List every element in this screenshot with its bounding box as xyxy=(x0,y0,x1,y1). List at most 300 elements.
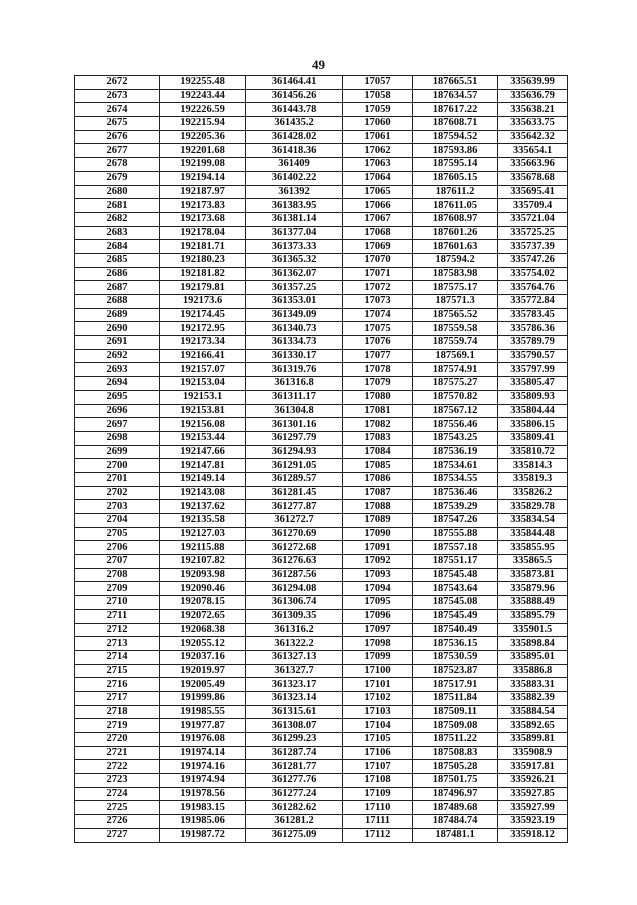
table-cell: 187551.17 xyxy=(413,555,498,569)
table-cell: 361381.14 xyxy=(246,212,343,226)
table-cell: 187611.05 xyxy=(413,199,498,213)
table-cell: 335883.31 xyxy=(498,678,568,692)
table-cell: 361322.2 xyxy=(246,637,343,651)
table-cell: 2709 xyxy=(75,582,160,596)
table-cell: 2677 xyxy=(75,144,160,158)
table-cell: 187547.26 xyxy=(413,514,498,528)
table-cell: 2680 xyxy=(75,185,160,199)
table-cell: 2716 xyxy=(75,678,160,692)
table-row xyxy=(75,253,568,267)
table-cell: 361294.93 xyxy=(246,445,343,459)
table-cell: 2727 xyxy=(75,828,160,842)
table-cell: 335926.21 xyxy=(498,774,568,788)
table-cell: 361392 xyxy=(246,185,343,199)
table-cell: 2712 xyxy=(75,623,160,637)
table-cell: 361315.61 xyxy=(246,705,343,719)
table-cell: 17064 xyxy=(343,171,413,185)
table-cell: 361418.36 xyxy=(246,144,343,158)
table-cell: 361294.08 xyxy=(246,582,343,596)
table-cell: 2721 xyxy=(75,746,160,760)
table-row xyxy=(75,144,568,158)
table-cell: 191983.15 xyxy=(160,801,246,815)
table-row xyxy=(75,787,568,801)
table-cell: 335810.72 xyxy=(498,445,568,459)
table-cell: 17082 xyxy=(343,418,413,432)
table-cell: 187539.29 xyxy=(413,500,498,514)
table-cell: 187509.11 xyxy=(413,705,498,719)
table-cell: 2692 xyxy=(75,349,160,363)
table-cell: 335892.65 xyxy=(498,719,568,733)
table-cell: 187534.61 xyxy=(413,459,498,473)
table-cell: 187570.82 xyxy=(413,390,498,404)
table-cell: 335899.81 xyxy=(498,733,568,747)
table-cell: 187536.15 xyxy=(413,637,498,651)
table-cell: 335789.79 xyxy=(498,336,568,350)
table-cell: 361464.41 xyxy=(246,76,343,90)
table-cell: 187536.46 xyxy=(413,486,498,500)
table-row xyxy=(75,555,568,569)
table-cell: 17094 xyxy=(343,582,413,596)
table-cell: 192226.59 xyxy=(160,103,246,117)
table-cell: 2700 xyxy=(75,459,160,473)
table-cell: 361277.24 xyxy=(246,787,343,801)
table-cell: 187481.1 xyxy=(413,828,498,842)
table-cell: 2718 xyxy=(75,705,160,719)
table-row xyxy=(75,322,568,336)
table-cell: 17107 xyxy=(343,760,413,774)
table-row xyxy=(75,199,568,213)
table-cell: 361270.69 xyxy=(246,527,343,541)
table-cell: 2713 xyxy=(75,637,160,651)
table-cell: 2696 xyxy=(75,404,160,418)
table-cell: 187559.74 xyxy=(413,336,498,350)
table-cell: 17062 xyxy=(343,144,413,158)
table-cell: 361311.17 xyxy=(246,390,343,404)
table-cell: 192115.88 xyxy=(160,541,246,555)
table-cell: 192243.44 xyxy=(160,89,246,103)
table-cell: 361287.74 xyxy=(246,746,343,760)
table-cell: 361330.17 xyxy=(246,349,343,363)
table-cell: 187617.22 xyxy=(413,103,498,117)
table-row xyxy=(75,705,568,719)
table-cell: 192005.49 xyxy=(160,678,246,692)
table-cell: 17057 xyxy=(343,76,413,90)
table-cell: 2679 xyxy=(75,171,160,185)
table-cell: 335809.93 xyxy=(498,390,568,404)
table-cell: 187575.17 xyxy=(413,281,498,295)
table-cell: 335754.02 xyxy=(498,267,568,281)
table-cell: 192181.82 xyxy=(160,267,246,281)
table-cell: 2714 xyxy=(75,650,160,664)
table-cell: 361277.87 xyxy=(246,500,343,514)
table-cell: 2674 xyxy=(75,103,160,117)
table-cell: 335797.99 xyxy=(498,363,568,377)
table-cell: 2685 xyxy=(75,253,160,267)
table-cell: 361272.68 xyxy=(246,541,343,555)
table-row xyxy=(75,89,568,103)
table-cell: 2717 xyxy=(75,691,160,705)
table-cell: 187565.52 xyxy=(413,308,498,322)
table-cell: 192199.08 xyxy=(160,158,246,172)
table-cell: 17105 xyxy=(343,733,413,747)
table-cell: 361323.14 xyxy=(246,691,343,705)
table-cell: 2711 xyxy=(75,609,160,623)
table-cell: 361327.7 xyxy=(246,664,343,678)
table-cell: 361334.73 xyxy=(246,336,343,350)
table-cell: 192037.16 xyxy=(160,650,246,664)
table-row xyxy=(75,664,568,678)
table-cell: 187557.18 xyxy=(413,541,498,555)
table-cell: 187611.2 xyxy=(413,185,498,199)
table-cell: 2726 xyxy=(75,815,160,829)
table-cell: 187571.3 xyxy=(413,295,498,309)
table-cell: 2698 xyxy=(75,431,160,445)
table-row xyxy=(75,486,568,500)
table-cell: 335633.75 xyxy=(498,117,568,131)
table-cell: 2687 xyxy=(75,281,160,295)
table-row xyxy=(75,774,568,788)
table-cell: 2684 xyxy=(75,240,160,254)
table-row xyxy=(75,76,568,90)
table-cell: 17070 xyxy=(343,253,413,267)
table-cell: 17112 xyxy=(343,828,413,842)
table-row xyxy=(75,733,568,747)
table-cell: 2682 xyxy=(75,212,160,226)
table-cell: 2699 xyxy=(75,445,160,459)
table-cell: 335927.85 xyxy=(498,787,568,801)
table-cell: 192173.34 xyxy=(160,336,246,350)
table-row xyxy=(75,527,568,541)
table-cell: 17088 xyxy=(343,500,413,514)
table-row xyxy=(75,568,568,582)
table-cell: 361309.35 xyxy=(246,609,343,623)
table-cell: 17072 xyxy=(343,281,413,295)
table-cell: 17087 xyxy=(343,486,413,500)
table-cell: 187543.64 xyxy=(413,582,498,596)
table-cell: 2720 xyxy=(75,733,160,747)
table-cell: 361316.2 xyxy=(246,623,343,637)
table-cell: 187534.55 xyxy=(413,472,498,486)
table-row xyxy=(75,295,568,309)
table-cell: 335834.54 xyxy=(498,514,568,528)
table-cell: 361275.09 xyxy=(246,828,343,842)
table-cell: 187665.51 xyxy=(413,76,498,90)
table-row xyxy=(75,801,568,815)
table-cell: 2694 xyxy=(75,377,160,391)
table-cell: 2725 xyxy=(75,801,160,815)
table-cell: 191985.06 xyxy=(160,815,246,829)
table-cell: 335809.41 xyxy=(498,431,568,445)
table-cell: 2673 xyxy=(75,89,160,103)
table-cell: 187536.19 xyxy=(413,445,498,459)
table-cell: 187501.75 xyxy=(413,774,498,788)
table-cell: 2697 xyxy=(75,418,160,432)
table-cell: 335844.48 xyxy=(498,527,568,541)
table-cell: 2691 xyxy=(75,336,160,350)
table-row xyxy=(75,281,568,295)
table-cell: 17089 xyxy=(343,514,413,528)
table-cell: 17090 xyxy=(343,527,413,541)
table-cell: 2675 xyxy=(75,117,160,131)
table-cell: 17099 xyxy=(343,650,413,664)
table-cell: 361281.2 xyxy=(246,815,343,829)
table-cell: 335819.3 xyxy=(498,472,568,486)
table-cell: 187559.58 xyxy=(413,322,498,336)
table-cell: 335721.04 xyxy=(498,212,568,226)
table-cell: 17081 xyxy=(343,404,413,418)
table-cell: 192194.14 xyxy=(160,171,246,185)
table-cell: 335764.76 xyxy=(498,281,568,295)
table-cell: 17078 xyxy=(343,363,413,377)
table-cell: 361281.77 xyxy=(246,760,343,774)
table-cell: 17086 xyxy=(343,472,413,486)
table-cell: 335884.54 xyxy=(498,705,568,719)
table-cell: 2707 xyxy=(75,555,160,569)
table-row xyxy=(75,459,568,473)
table-cell: 17102 xyxy=(343,691,413,705)
table-cell: 187583.98 xyxy=(413,267,498,281)
table-row xyxy=(75,267,568,281)
table-cell: 361409 xyxy=(246,158,343,172)
table-cell: 361316.8 xyxy=(246,377,343,391)
table-cell: 361435.2 xyxy=(246,117,343,131)
table-row xyxy=(75,828,568,842)
table-row xyxy=(75,390,568,404)
table-cell: 335783.45 xyxy=(498,308,568,322)
table-cell: 192135.58 xyxy=(160,514,246,528)
table-row xyxy=(75,185,568,199)
table-cell: 187523.87 xyxy=(413,664,498,678)
table-cell: 17076 xyxy=(343,336,413,350)
table-row xyxy=(75,103,568,117)
table-row xyxy=(75,650,568,664)
table-cell: 187555.88 xyxy=(413,527,498,541)
table-cell: 192153.81 xyxy=(160,404,246,418)
table-cell: 17065 xyxy=(343,185,413,199)
table-cell: 192205.36 xyxy=(160,130,246,144)
table-row xyxy=(75,541,568,555)
table-cell: 361308.07 xyxy=(246,719,343,733)
table-cell: 335882.39 xyxy=(498,691,568,705)
table-cell: 192215.94 xyxy=(160,117,246,131)
table-cell: 335829.78 xyxy=(498,500,568,514)
table-cell: 335639.99 xyxy=(498,76,568,90)
table-row xyxy=(75,691,568,705)
coordinates-table xyxy=(74,75,568,843)
table-cell: 2701 xyxy=(75,472,160,486)
table-row xyxy=(75,404,568,418)
table-cell: 17085 xyxy=(343,459,413,473)
table-cell: 335636.79 xyxy=(498,89,568,103)
table-cell: 335886.8 xyxy=(498,664,568,678)
table-row xyxy=(75,596,568,610)
table-cell: 361277.76 xyxy=(246,774,343,788)
table-cell: 361340.73 xyxy=(246,322,343,336)
table-cell: 335873.81 xyxy=(498,568,568,582)
table-cell: 191976.08 xyxy=(160,733,246,747)
table-cell: 192078.15 xyxy=(160,596,246,610)
table-row xyxy=(75,212,568,226)
table-cell: 187545.48 xyxy=(413,568,498,582)
table-row xyxy=(75,117,568,131)
table-cell: 17073 xyxy=(343,295,413,309)
table-cell: 361323.17 xyxy=(246,678,343,692)
table-cell: 17109 xyxy=(343,787,413,801)
table-cell: 335642.32 xyxy=(498,130,568,144)
table-cell: 2693 xyxy=(75,363,160,377)
table-cell: 17083 xyxy=(343,431,413,445)
table-cell: 191974.94 xyxy=(160,774,246,788)
table-row xyxy=(75,500,568,514)
table-cell: 361383.95 xyxy=(246,199,343,213)
table-cell: 187601.26 xyxy=(413,226,498,240)
table-cell: 335786.36 xyxy=(498,322,568,336)
table-cell: 361365.32 xyxy=(246,253,343,267)
table-cell: 335923.19 xyxy=(498,815,568,829)
table-row xyxy=(75,431,568,445)
table-cell: 335901.5 xyxy=(498,623,568,637)
table-cell: 17075 xyxy=(343,322,413,336)
table-cell: 187634.57 xyxy=(413,89,498,103)
table-row xyxy=(75,514,568,528)
table-cell: 2705 xyxy=(75,527,160,541)
table-cell: 187593.86 xyxy=(413,144,498,158)
table-cell: 187567.12 xyxy=(413,404,498,418)
table-cell: 335888.49 xyxy=(498,596,568,610)
table-cell: 187511.22 xyxy=(413,733,498,747)
table-cell: 335898.84 xyxy=(498,637,568,651)
table-cell: 361299.23 xyxy=(246,733,343,747)
table-cell: 2710 xyxy=(75,596,160,610)
table-cell: 187517.91 xyxy=(413,678,498,692)
table-cell: 17104 xyxy=(343,719,413,733)
table-cell: 192107.82 xyxy=(160,555,246,569)
table-cell: 187594.2 xyxy=(413,253,498,267)
table-cell: 17096 xyxy=(343,609,413,623)
table-cell: 192072.65 xyxy=(160,609,246,623)
table-cell: 17069 xyxy=(343,240,413,254)
table-cell: 187509.08 xyxy=(413,719,498,733)
table-cell: 2688 xyxy=(75,295,160,309)
table-cell: 187608.97 xyxy=(413,212,498,226)
table-row xyxy=(75,445,568,459)
table-cell: 335895.01 xyxy=(498,650,568,664)
table-cell: 192019.97 xyxy=(160,664,246,678)
table-cell: 2722 xyxy=(75,760,160,774)
table-cell: 335695.41 xyxy=(498,185,568,199)
table-cell: 17092 xyxy=(343,555,413,569)
table-cell: 187556.46 xyxy=(413,418,498,432)
table-cell: 187543.25 xyxy=(413,431,498,445)
coordinates-table-body xyxy=(75,76,568,843)
table-cell: 192201.68 xyxy=(160,144,246,158)
table-cell: 17110 xyxy=(343,801,413,815)
table-cell: 192153.1 xyxy=(160,390,246,404)
table-cell: 361456.26 xyxy=(246,89,343,103)
table-cell: 335879.96 xyxy=(498,582,568,596)
table-cell: 361349.09 xyxy=(246,308,343,322)
table-cell: 335814.3 xyxy=(498,459,568,473)
table-row xyxy=(75,815,568,829)
table-cell: 192068.38 xyxy=(160,623,246,637)
table-cell: 187569.1 xyxy=(413,349,498,363)
table-cell: 192173.83 xyxy=(160,199,246,213)
table-cell: 17063 xyxy=(343,158,413,172)
table-cell: 335772.84 xyxy=(498,295,568,309)
table-cell: 2689 xyxy=(75,308,160,322)
table-cell: 335804.44 xyxy=(498,404,568,418)
table-cell: 192178.04 xyxy=(160,226,246,240)
table-cell: 192147.81 xyxy=(160,459,246,473)
table-cell: 17093 xyxy=(343,568,413,582)
table-cell: 17074 xyxy=(343,308,413,322)
table-cell: 17058 xyxy=(343,89,413,103)
table-cell: 361319.76 xyxy=(246,363,343,377)
table-cell: 2676 xyxy=(75,130,160,144)
table-cell: 191999.86 xyxy=(160,691,246,705)
table-cell: 17077 xyxy=(343,349,413,363)
table-cell: 192180.23 xyxy=(160,253,246,267)
table-cell: 361291.05 xyxy=(246,459,343,473)
table-cell: 187496.97 xyxy=(413,787,498,801)
table-cell: 17101 xyxy=(343,678,413,692)
table-cell: 17084 xyxy=(343,445,413,459)
table-cell: 361373.33 xyxy=(246,240,343,254)
table-cell: 361377.04 xyxy=(246,226,343,240)
table-cell: 361304.8 xyxy=(246,404,343,418)
table-cell: 335709.4 xyxy=(498,199,568,213)
table-cell: 192093.98 xyxy=(160,568,246,582)
table-cell: 192156.08 xyxy=(160,418,246,432)
table-cell: 361287.56 xyxy=(246,568,343,582)
table-cell: 361353.01 xyxy=(246,295,343,309)
table-cell: 2719 xyxy=(75,719,160,733)
table-cell: 192149.14 xyxy=(160,472,246,486)
table-cell: 335806.15 xyxy=(498,418,568,432)
table-cell: 187601.63 xyxy=(413,240,498,254)
table-cell: 2704 xyxy=(75,514,160,528)
table-cell: 192173.6 xyxy=(160,295,246,309)
table-cell: 2678 xyxy=(75,158,160,172)
table-cell: 192153.04 xyxy=(160,377,246,391)
table-cell: 2681 xyxy=(75,199,160,213)
table-cell: 361276.63 xyxy=(246,555,343,569)
table-row xyxy=(75,609,568,623)
table-cell: 187489.68 xyxy=(413,801,498,815)
table-cell: 192187.97 xyxy=(160,185,246,199)
table-cell: 187575.27 xyxy=(413,377,498,391)
table-cell: 187545.49 xyxy=(413,609,498,623)
table-cell: 17091 xyxy=(343,541,413,555)
table-cell: 17060 xyxy=(343,117,413,131)
table-cell: 2672 xyxy=(75,76,160,90)
table-row xyxy=(75,158,568,172)
table-cell: 361402.22 xyxy=(246,171,343,185)
table-row xyxy=(75,418,568,432)
table-cell: 361289.57 xyxy=(246,472,343,486)
table-cell: 361297.79 xyxy=(246,431,343,445)
table-cell: 361281.45 xyxy=(246,486,343,500)
table-cell: 191978.56 xyxy=(160,787,246,801)
table-row xyxy=(75,171,568,185)
table-cell: 191987.72 xyxy=(160,828,246,842)
table-row xyxy=(75,363,568,377)
table-cell: 335908.9 xyxy=(498,746,568,760)
table-row xyxy=(75,240,568,254)
table-cell: 192174.45 xyxy=(160,308,246,322)
table-cell: 335895.79 xyxy=(498,609,568,623)
table-cell: 361272.7 xyxy=(246,514,343,528)
